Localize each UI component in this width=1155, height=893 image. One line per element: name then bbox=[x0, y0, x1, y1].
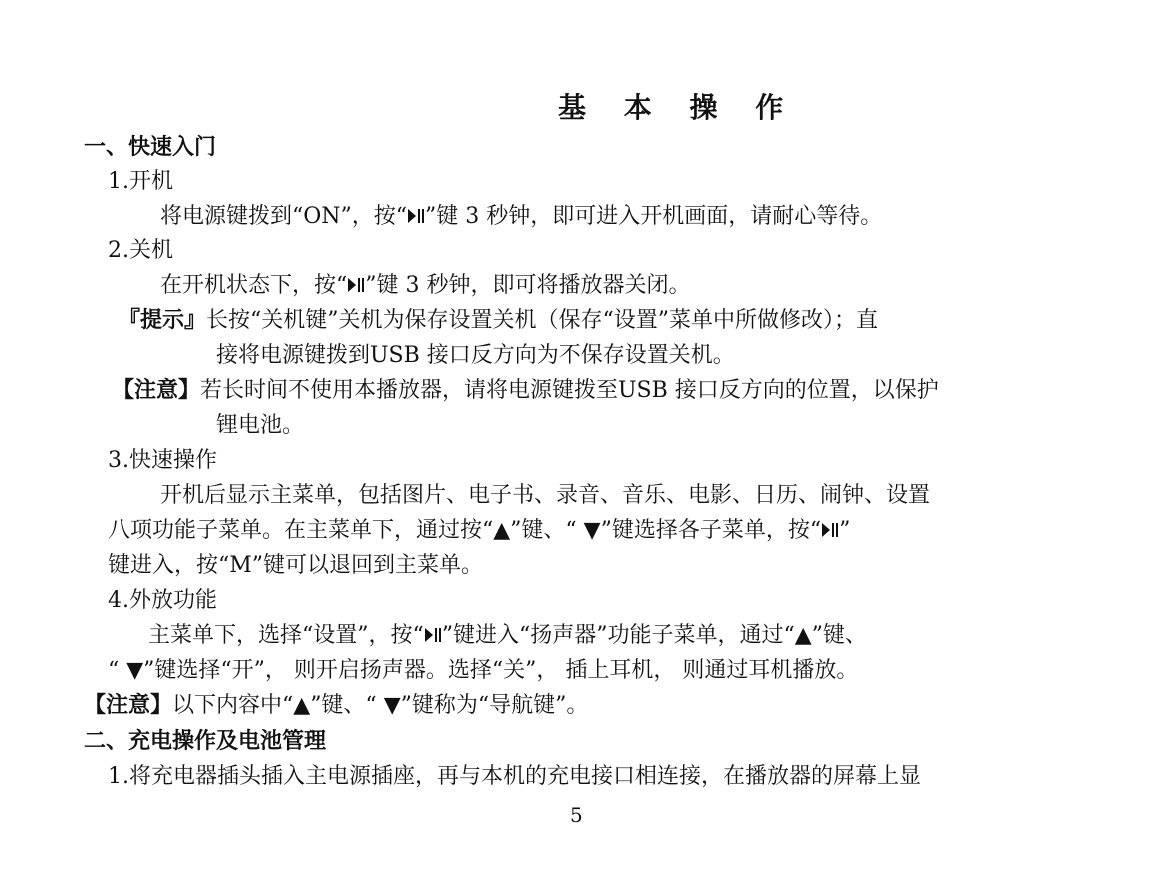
speaker-line-2 bbox=[108, 656, 858, 686]
play-pause-icon bbox=[424, 626, 442, 644]
play-pause-icon bbox=[407, 207, 425, 225]
note-paragraph-navigation bbox=[84, 691, 588, 721]
note-line-1: 若长时间不使用本播放器，请将电源键拨至USB 接口反方向的位置，以保护 bbox=[200, 378, 939, 403]
item-heading-quick-operation: 3.快速操作 bbox=[108, 448, 217, 473]
down-arrow-icon: ▼ bbox=[126, 658, 144, 683]
speaker-text-c: ”键、 bbox=[811, 623, 867, 648]
speaker-line-1 bbox=[148, 621, 867, 651]
note-label: 【注意】 bbox=[84, 693, 173, 718]
speaker-text-d: “ bbox=[108, 658, 127, 683]
up-arrow-icon: ▲ bbox=[493, 518, 511, 543]
play-pause-icon bbox=[347, 276, 365, 294]
power-off-text-a: 在开机状态下，按“ bbox=[160, 273, 348, 298]
speaker-text-e: ”键选择“开”， 则开启扬声器。选择“关”， 插上耳机， 则通过耳机播放。 bbox=[143, 658, 859, 683]
power-on-instruction bbox=[160, 202, 882, 232]
power-on-text-a: 将电源键拨到“ON”，按“ bbox=[160, 204, 408, 229]
up-arrow-icon: ▲ bbox=[293, 693, 311, 718]
tip-paragraph bbox=[118, 306, 878, 336]
speaker-text-a: 主菜单下，选择“设置”，按“ bbox=[148, 623, 424, 648]
charging-line-1: 1.将充电器插头插入主电源插座，再与本机的充电接口相连接，在播放器的屏幕上显 bbox=[108, 764, 921, 789]
up-arrow-icon: ▲ bbox=[794, 623, 812, 648]
note-label: 【注意】 bbox=[112, 378, 201, 403]
section-heading-quick-start: 一、快速入门 bbox=[84, 135, 217, 160]
note-nav-text-c: ”键称为“导航键”。 bbox=[400, 693, 589, 718]
item-heading-power-on: 1.开机 bbox=[108, 169, 173, 194]
play-pause-icon bbox=[821, 521, 839, 539]
quick-operation-line-3: 键进入，按“M”键可以退回到主菜单。 bbox=[108, 553, 484, 578]
item-heading-power-off: 2.关机 bbox=[108, 238, 173, 263]
tip-line-1: 长按“关机键”关机为保存设置关机（保存“设置”菜单中所做修改）；直 bbox=[206, 308, 879, 333]
quick-operation-text-a: 八项功能子菜单。在主菜单下，通过按“ bbox=[108, 518, 494, 543]
page-title: 基 本 操 作 bbox=[558, 91, 798, 124]
item-heading-speaker: 4.外放功能 bbox=[108, 588, 217, 613]
tip-label: 『提示』 bbox=[118, 308, 207, 333]
quick-operation-line-1: 开机后显示主菜单，包括图片、电子书、录音、音乐、电影、日历、闹钟、设置 bbox=[160, 483, 931, 508]
power-off-text-b: ”键 3 秒钟，即可将播放器关闭。 bbox=[365, 273, 691, 298]
quick-operation-text-c: ”键选择各子菜单，按“ bbox=[600, 518, 822, 543]
note-line-2: 锂电池。 bbox=[216, 413, 305, 438]
page-number: 5 bbox=[570, 803, 583, 827]
down-arrow-icon: ▼ bbox=[383, 693, 401, 718]
speaker-text-b: ”键进入“扬声器”功能子菜单，通过“ bbox=[441, 623, 795, 648]
note-paragraph-battery bbox=[112, 376, 939, 406]
section-heading-charging: 二、充电操作及电池管理 bbox=[84, 729, 327, 754]
quick-operation-line-2 bbox=[108, 516, 850, 546]
power-on-text-b: ”键 3 秒钟，即可进入开机画面，请耐心等待。 bbox=[425, 204, 883, 229]
note-nav-text-b: ”键、“ bbox=[310, 693, 384, 718]
note-nav-text-a: 以下内容中“ bbox=[172, 693, 294, 718]
tip-line-2: 接将电源键拨到USB 接口反方向为不保存设置关机。 bbox=[216, 343, 735, 368]
power-off-instruction bbox=[160, 271, 690, 301]
quick-operation-text-b: ”键、“ bbox=[510, 518, 584, 543]
down-arrow-icon: ▼ bbox=[583, 518, 601, 543]
quick-operation-text-d: ” bbox=[839, 518, 851, 543]
